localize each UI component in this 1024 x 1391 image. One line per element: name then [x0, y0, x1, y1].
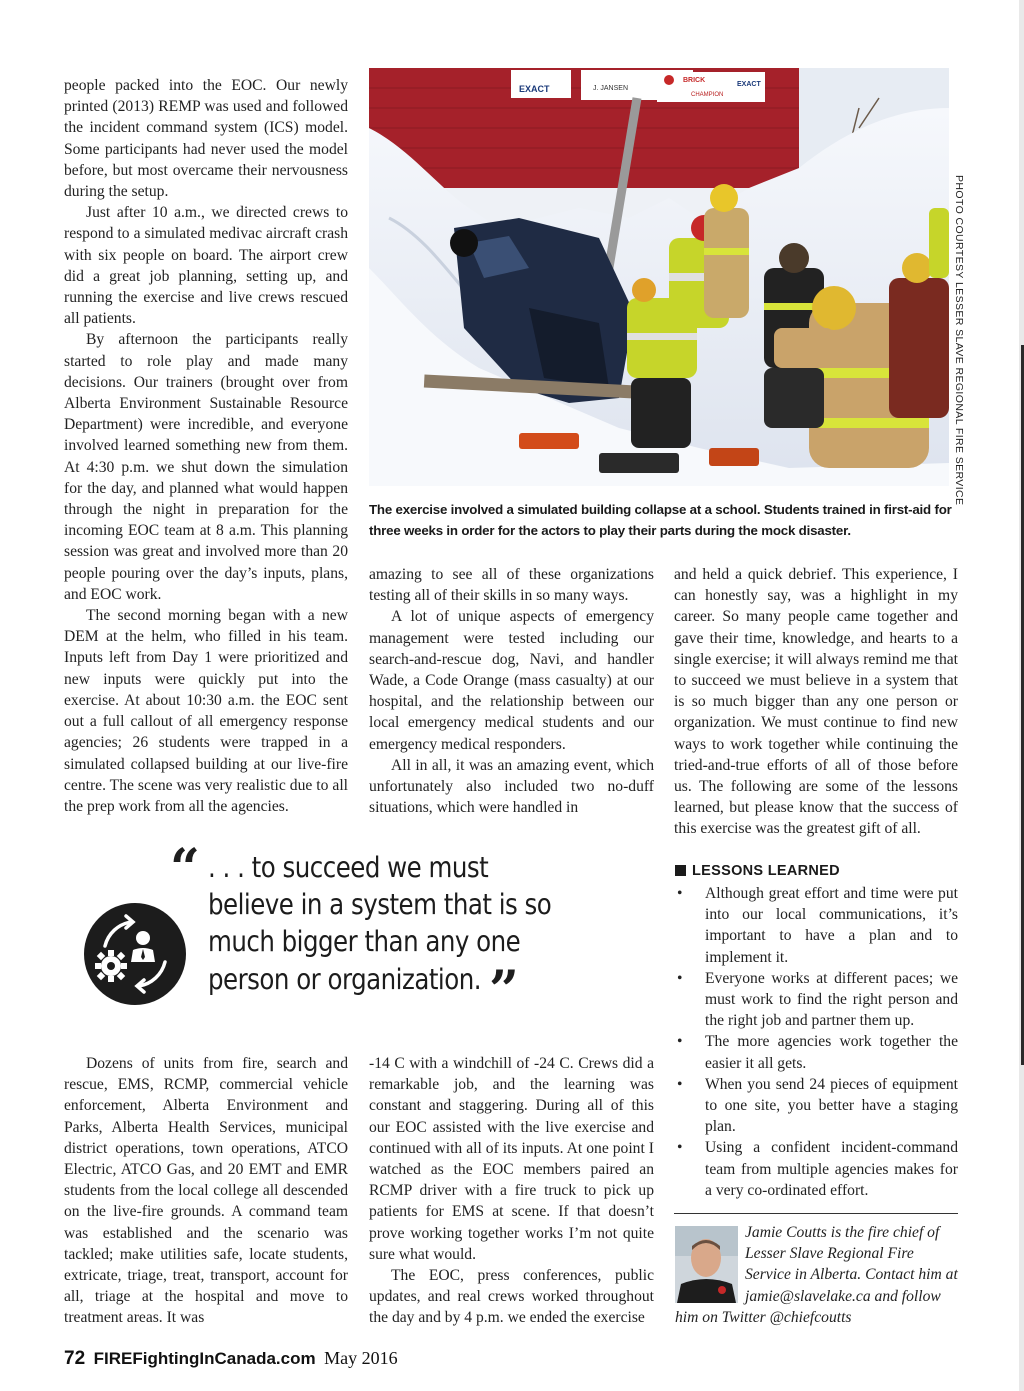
- list-item-text: Using a confident incident-command team from multiple agencies makes for a very co-ordinated effort.: [705, 1139, 958, 1199]
- column-2-bottom: [369, 1053, 654, 1329]
- paragraph: By afternoon the participants really started to role play and made many decisions. Our trainers (brought over from Alberta Environment Sustainable Resource Department) were incredible, and everyone involved learned something new from them. At 4:30 p.m. we shut down the simulation for the day, and planned what would happen through the night in preparation for the incoming EOC team at 8 a.m. This planning session was great and involved more than 20 people pouring over the day’s inputs, plans, and EOC work.: [64, 331, 348, 603]
- sign-text: CHAMPION: [691, 92, 724, 98]
- close-quote-mark: ”: [489, 960, 519, 1021]
- list-item: [674, 968, 958, 1032]
- bullet-icon: •: [677, 1139, 683, 1157]
- list-item-text: Although great effort and time were put into our local communications, it’s important to have a plan and to implement it.: [705, 885, 958, 966]
- author-bio: [675, 1222, 959, 1328]
- paragraph: The second morning began with a new DEM at the helm, who filled in his team. Inputs left from Day 1 were prioritized and new inputs were quickly put into the exercise. At about 10:30 a.m. the EOC sent out a full callout of all emergency response agencies; 26 students were trapped in a simulated collapsed building at our live-fire centre. The scene was very realistic due to all the prep work from all the agencies.: [64, 607, 348, 815]
- magazine-site: FIREFightingInCanada.com: [93, 1349, 316, 1368]
- list-item: [674, 1137, 958, 1201]
- paragraph: Just after 10 a.m., we directed crews to respond to a simulated medivac aircraft crash with six people on board. The airport crew did a great job planning, setting up, and running the exercise and live crews rescued all patients.: [64, 204, 348, 328]
- issue-date: May 2016: [324, 1348, 398, 1368]
- list-item: [674, 1074, 958, 1138]
- bullet-icon: •: [677, 1075, 683, 1093]
- lessons-list: [674, 883, 958, 1201]
- page-number: 72: [64, 1348, 86, 1369]
- list-item-text: When you send 24 pieces of equipment to one site, you better have a staging plan.: [705, 1075, 958, 1136]
- paragraph: The EOC, press conferences, public updates, and real crews worked throughout the day and by 4 p.m. we ended the exercise: [369, 1267, 654, 1327]
- photo-credit: PHOTO COURTESY LESSER SLAVE REGIONAL FIRE SERVICE: [953, 175, 965, 506]
- teamwork-icon: [83, 902, 187, 1006]
- bio-photo-spacer: [675, 1222, 745, 1306]
- author-bio-text: Jamie Coutts is the fire chief of Lesser Slave Regional Fire Service in Alberta. Contact him at jamie@slavelake.ca and follow him on Twitter @chiefcoutts: [675, 1224, 958, 1326]
- sign-text: J. JANSEN: [593, 85, 629, 92]
- photo-caption: The exercise involved a simulated building collapse at a school. Students trained in first-aid for three weeks in order for the actors to play their parts during the mock disaster.: [369, 502, 952, 538]
- column-1-top: [64, 75, 348, 817]
- column-2-top: [369, 564, 654, 818]
- list-item: [674, 1031, 958, 1073]
- paragraph: -14 C with a windchill of -24 C. Crews did a remarkable job, and the learning was constant and staggering. During all of this our EOC assisted with the live exercise and continued with all of its inputs. At one point I watched as the EOC members paired an RCMP driver with a fire truck to pick up patients for EMS at scene. If that doesn’t prove working together works I’m not quite sure what would.: [369, 1055, 654, 1263]
- list-item-text: The more agencies work together the easier it all gets.: [705, 1033, 958, 1072]
- bio-divider: [674, 1213, 958, 1214]
- sign-text: EXACT: [737, 81, 761, 88]
- list-item-text: Everyone works at different paces; we must work to find the right person and the right job and partner them up.: [705, 969, 958, 1030]
- paragraph: All in all, it was an amazing event, which unfortunately also included two no-duff situations, which were handled in: [369, 756, 654, 817]
- paragraph: A lot of unique aspects of emergency management were tested including our search-and-rescue dog, Navi, and handler Wade, a Code Orange (mass casualty) at our hospital, and the relationship between our local emergency medical students and our emergency medical responders.: [369, 608, 654, 753]
- rescue-photo: [369, 68, 949, 486]
- paragraph: Dozens of units from fire, search and rescue, EMS, RCMP, commercial vehicle enforcement, Alberta Environment and Parks, Alberta Health Services, municipal district operations, town operations, ATCO Electric, ATCO Gas, and 20 EMT and EMR students from the local college all descended on the live-fire grounds. A command team was established and the scenario was tackled; make utilities safe, locate students, extricate, triage, treat, transport, account for all, triage at the hospital and move to treatment areas. It was: [64, 1055, 348, 1327]
- paragraph: people packed into the EOC. Our newly printed (2013) REMP was used and followed the incident command system (ICS) model. Some participants had never used the model before, but most overcame their nervousness during the setup.: [64, 77, 348, 201]
- bullet-icon: •: [677, 885, 683, 902]
- page-footer: [64, 1348, 398, 1370]
- column-1-bottom: [64, 1053, 348, 1329]
- lessons-heading: [675, 863, 840, 879]
- lessons-heading-text: LESSONS LEARNED: [692, 863, 840, 879]
- sign-text: BRICK: [683, 77, 706, 84]
- sign-text: EXACT: [519, 84, 550, 94]
- column-3-top: [674, 564, 958, 840]
- bullet-icon: •: [677, 1033, 683, 1051]
- paragraph: and held a quick debrief. This experience, I can honestly say, was a highlight in my career. So many people came together and gave their time, knowledge, and hearts to a single exercise; it will always remind me that to succeed we must believe in a system that is so much bigger than any one person or organization. We must continue to find new ways to work together while continuing the tried-and-true efforts of all of those before us. The following are some of the lessons learned, but please know that the success of this exercise was the greatest gift of all.: [674, 566, 958, 838]
- pull-quote-text: . . . to succeed we must believe in a system that is so much bigger than any one person or organization.: [208, 851, 552, 996]
- list-item: [674, 883, 958, 968]
- square-bullet-icon: [675, 865, 686, 876]
- bullet-icon: •: [677, 969, 683, 987]
- photo-illustration: [369, 68, 949, 486]
- paragraph: amazing to see all of these organizations testing all of their skills in so many ways.: [369, 566, 654, 605]
- open-quote-mark: “: [170, 838, 200, 899]
